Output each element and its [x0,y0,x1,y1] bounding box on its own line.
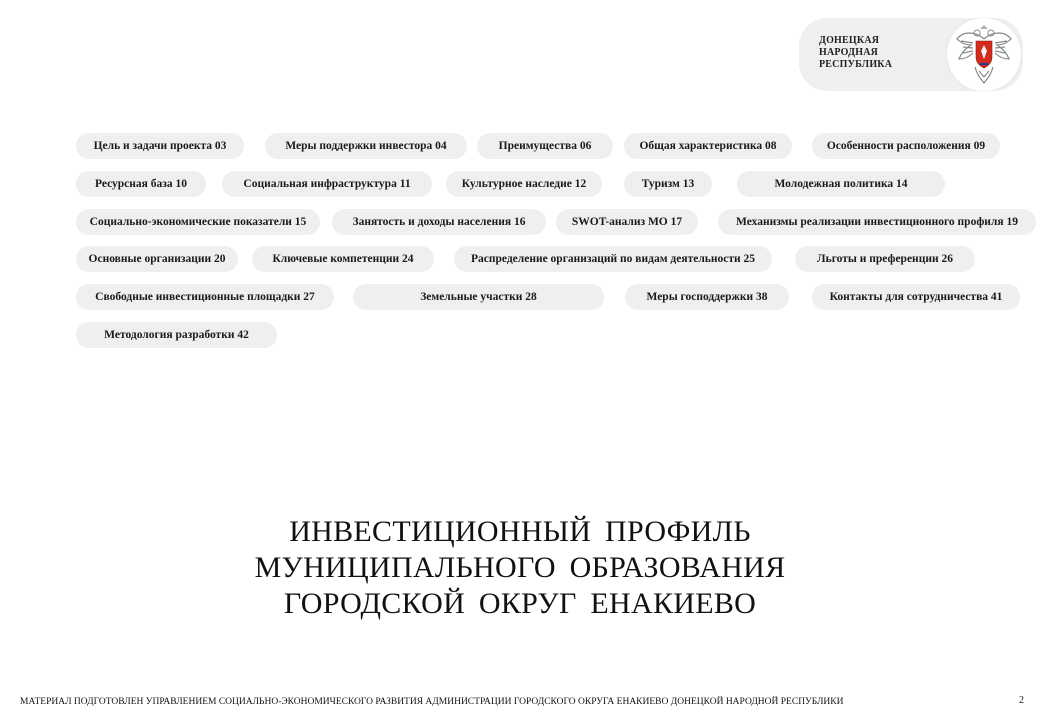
nav-item-state-support[interactable]: Меры господдержки 38 [625,284,789,310]
nav-item-methodology[interactable]: Методология разработки 42 [76,322,277,348]
title-line-3: ГОРОДСКОЙ ОКРУГ ЕНАКИЕВО [283,587,757,620]
nav-item-key-competencies[interactable]: Ключевые компетенции 24 [252,246,434,272]
page-title [0,514,1040,622]
nav-item-resource-base[interactable]: Ресурсная база 10 [76,171,206,197]
nav-item-youth-policy[interactable]: Молодежная политика 14 [737,171,945,197]
nav-item-swot-analysis[interactable]: SWOT-анализ МО 17 [556,209,698,235]
nav-item-advantages[interactable]: Преимущества 06 [477,133,613,159]
emblem-circle [947,18,1021,91]
nav-item-goals[interactable]: Цель и задачи проекта 03 [76,133,244,159]
page-number: 2 [1019,695,1024,706]
title-line-2: МУНИЦИПАЛЬНОГО ОБРАЗОВАНИЯ [254,551,786,584]
nav-item-cultural-heritage[interactable]: Культурное наследие 12 [446,171,602,197]
nav-item-investor-support[interactable]: Меры поддержки инвестора 04 [265,133,467,159]
nav-item-socio-economic-indicators[interactable]: Социально-экономические показатели 15 [76,209,320,235]
nav-item-land-plots[interactable]: Земельные участки 28 [353,284,604,310]
nav-item-employment-income[interactable]: Занятость и доходы населения 16 [332,209,546,235]
nav-item-benefits-preferences[interactable]: Льготы и преференции 26 [795,246,975,272]
nav-item-tourism[interactable]: Туризм 13 [624,171,712,197]
nav-item-implementation-mechanisms[interactable]: Механизмы реализации инвестиционного профиля 19 [718,209,1036,235]
nav-item-general-characteristics[interactable]: Общая характеристика 08 [624,133,792,159]
nav-item-contacts[interactable]: Контакты для сотрудничества 41 [812,284,1020,310]
footer-text: МАТЕРИАЛ ПОДГОТОВЛЕН УПРАВЛЕНИЕМ СОЦИАЛЬНО-ЭКОНОМИЧЕСКОГО РАЗВИТИЯ АДМИНИСТРАЦИИ ГОРОДСКОГО ОКРУГА ЕНАКИЕВО ДОНЕЦКОЙ НАРОДНОЙ РЕСПУБЛИКИ [20,697,844,707]
nav-item-main-organizations[interactable]: Основные организации 20 [76,246,238,272]
coat-of-arms-icon [953,23,1015,87]
nav-item-social-infrastructure[interactable]: Социальная инфраструктура 11 [222,171,432,197]
title-line-1: ИНВЕСТИЦИОННЫЙ ПРОФИЛЬ [289,515,751,548]
nav-item-investment-sites[interactable]: Свободные инвестиционные площадки 27 [76,284,334,310]
emblem-text: ДОНЕЦКАЯ НАРОДНАЯ РЕСПУБЛИКА [819,35,893,70]
nav-item-organization-distribution[interactable]: Распределение организаций по видам деятельности 25 [454,246,772,272]
emblem-card [799,18,1023,91]
nav-item-location-features[interactable]: Особенности расположения 09 [812,133,1000,159]
